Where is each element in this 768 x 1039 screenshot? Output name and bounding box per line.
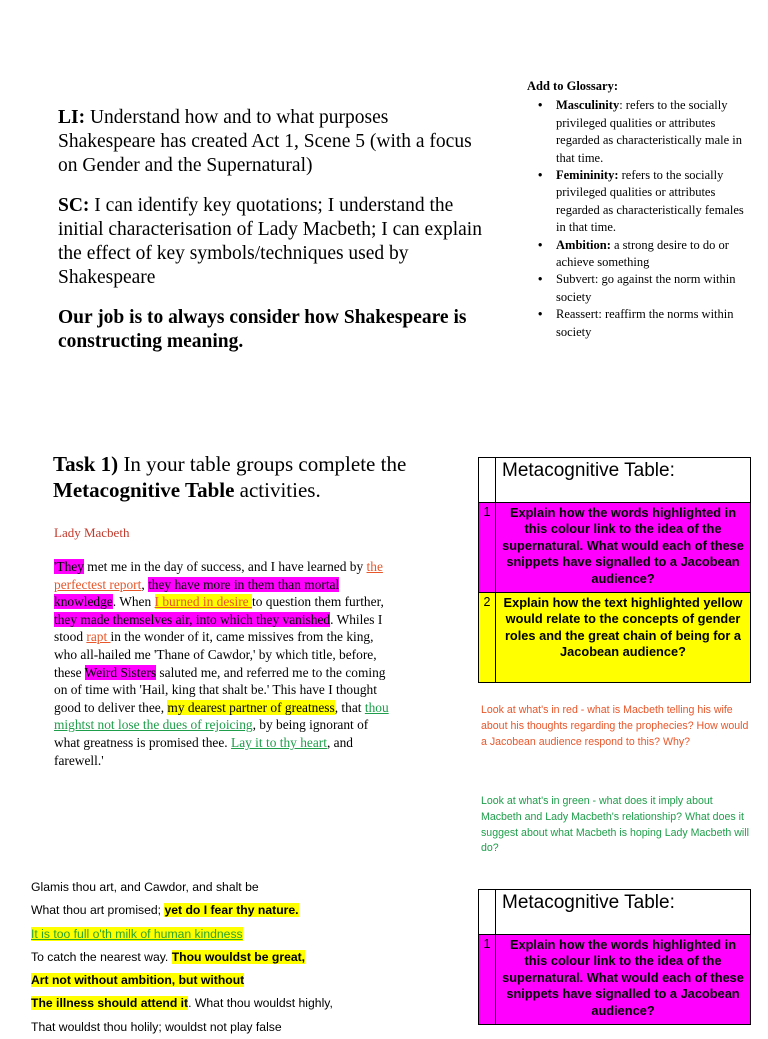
row-number: 1 <box>479 935 496 1025</box>
passage-text: , <box>141 576 149 592</box>
passage-text: met me in the day of success, and I have learned by <box>83 559 367 574</box>
highlight-supernatural: 'They <box>54 559 84 574</box>
passage-text: , by being ignorant of what greatness is promised thee. <box>54 717 369 750</box>
table-row <box>479 503 751 593</box>
sc-paragraph <box>58 194 488 290</box>
glossary-item <box>527 237 752 272</box>
metacognitive-table-1 <box>478 457 751 683</box>
passage-text: , and farewell.' <box>54 734 353 768</box>
highlight-gender: my dearest partner of greatness <box>167 699 335 715</box>
glossary-item <box>527 306 752 341</box>
soliloquy-line: That wouldst thou holily; wouldst not play false <box>31 1019 282 1034</box>
glossary-term: Masculinity <box>556 98 620 113</box>
passage-text: . When <box>112 594 155 610</box>
highlight-green: thou mightst not lose the dues of rejoicing <box>54 699 389 733</box>
task-text-2: activities. <box>234 478 321 502</box>
table-row <box>479 593 751 683</box>
task-bold: Metacognitive Table <box>53 478 235 502</box>
glossary-def: a strong desire to do or achieve something <box>556 237 729 270</box>
letter-passage <box>54 558 394 769</box>
glossary-item <box>527 167 752 237</box>
task-text-1: In your table groups complete the <box>118 452 407 476</box>
table-title: Metacognitive Table: <box>496 890 751 935</box>
highlight-red-yellow: I burned in desire <box>154 594 252 610</box>
soliloquy-line <box>31 899 451 922</box>
soliloquy-line <box>31 946 451 969</box>
glossary-title: Add to Glossary: <box>527 79 618 93</box>
highlight-gender: Art not without ambition, but without <box>31 973 245 988</box>
passage-text: , that <box>334 699 365 715</box>
line-text: To catch the nearest way. <box>31 949 172 964</box>
soliloquy-passage <box>31 876 451 1039</box>
line-text: . What thou wouldst highly, <box>188 996 333 1011</box>
green-note: Look at what's in green - what does it imply about Macbeth and Lady Macbeth's relationship? What does it suggest about what Macbeth is hoping Lady Macbeth will do? <box>481 795 749 855</box>
glossary-def: : refers to the socially privileged qualities or attributes regarded as characteristically male in that time. <box>556 98 743 165</box>
glossary-def: refers to the socially privileged qualities or attributes regarded as characteristically females in that time. <box>556 168 744 235</box>
sc-text: I can identify key quotations; I understand the initial characterisation of Lady Macbeth; I can explain the effect of key symbols/techniques used by Shakespeare <box>58 195 482 288</box>
soliloquy-line <box>31 923 451 946</box>
highlight-gender: The illness should attend it <box>31 996 189 1011</box>
highlight-supernatural: they have more in them than mortal knowledge <box>54 576 340 610</box>
li-paragraph <box>58 106 488 178</box>
glossary-def: Reassert: reaffirm the norms within society <box>556 307 734 339</box>
highlight-supernatural: Weird Sisters <box>84 664 157 680</box>
passage-text: . Whiles I stood <box>54 611 383 645</box>
glossary-item <box>527 97 752 167</box>
table-corner <box>479 890 496 935</box>
soliloquy-line: Glamis thou art, and Cawdor, and shalt be <box>31 880 259 894</box>
passage-text: to question them further, <box>251 594 384 610</box>
row-number: 1 <box>479 503 496 593</box>
highlight-gender: yet do I fear thy nature. <box>164 903 299 918</box>
li-text: Understand how and to what purposes Shakespeare has created Act 1, Scene 5 (with a focus on Gender and the Supernatural) <box>58 107 472 176</box>
speaker-name: Lady Macbeth <box>54 525 130 540</box>
row-text: Explain how the words highlighted in this colour link to the idea of the supernatural. What would each of these snippets have signalled to a Jacobean audience? <box>496 503 751 593</box>
table-title: Metacognitive Table: <box>496 458 751 503</box>
passage-text: saluted me, and referred me to the coming on of time with 'Hail, king that shalt be.' This have I thought good to deliver thee, <box>54 664 386 715</box>
glossary-term: Femininity: <box>556 168 619 183</box>
passage-text: in the wonder of it, came missives from the king, who all-hailed me 'Thane of Cawdor,' by which title, before, these <box>54 629 377 680</box>
glossary-list <box>527 97 752 341</box>
red-note: Look at what's in red - what is Macbeth telling his wife about his thoughts regarding the prophecies? How would a Jacobean audience respond to this? Why? <box>481 704 749 748</box>
job-statement: Our job is to always consider how Shakespeare is constructing meaning. <box>58 307 467 352</box>
line-text: What thou art promised; <box>31 903 165 918</box>
row-number: 2 <box>479 593 496 683</box>
row-text: Explain how the text highlighted yellow would relate to the concepts of gender roles and the great chain of being for a Jacobean audience? <box>496 593 751 683</box>
highlight-gender: Thou wouldst be great, <box>171 949 306 964</box>
metacognitive-table-2 <box>478 889 751 1025</box>
glossary-item <box>527 271 752 306</box>
highlight-red: the perfectest report <box>54 559 383 592</box>
task-label: Task 1) <box>53 452 119 476</box>
soliloquy-line <box>31 969 451 992</box>
soliloquy-line <box>31 992 451 1015</box>
task-heading <box>53 451 453 503</box>
sc-label: SC: <box>58 195 90 216</box>
table-corner <box>479 458 496 503</box>
table-row <box>479 935 751 1025</box>
glossary-def: Subvert: go against the norm within society <box>556 272 736 304</box>
li-label: LI: <box>58 107 86 128</box>
learning-objectives <box>58 106 488 370</box>
glossary <box>527 78 752 341</box>
highlight-supernatural: they made themselves air, into which they vanished <box>54 611 331 627</box>
highlight-red: rapt <box>86 629 111 645</box>
highlight-green: Lay it to thy heart <box>231 734 327 750</box>
highlight-green-yellow: It is too full o'th milk of human kindness <box>31 926 243 941</box>
row-text: Explain how the words highlighted in this colour link to the idea of the supernatural. What would each of these snippets have signalled to a Jacobean audience? <box>496 935 751 1025</box>
glossary-term: Ambition: <box>556 237 611 252</box>
